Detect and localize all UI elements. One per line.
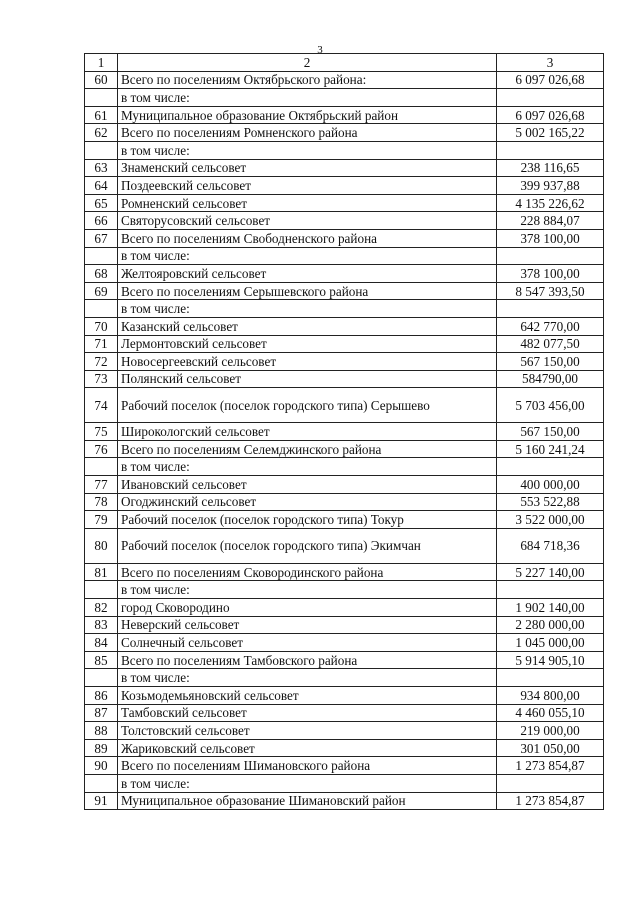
row-amount: [497, 141, 604, 159]
row-number: 70: [85, 317, 118, 335]
row-amount: 399 937,88: [497, 177, 604, 195]
row-name: Всего по поселениям Шимановского района: [118, 757, 497, 775]
row-number: [85, 669, 118, 687]
row-name: Козьмодемьяновский сельсовет: [118, 687, 497, 705]
row-amount: [497, 581, 604, 599]
row-amount: [497, 89, 604, 107]
row-amount: 1 045 000,00: [497, 634, 604, 652]
row-number: [85, 581, 118, 599]
row-name: Тамбовский сельсовет: [118, 704, 497, 722]
row-amount: 3 522 000,00: [497, 511, 604, 529]
row-name: Всего по поселениям Сковородинского района: [118, 563, 497, 581]
row-number: 81: [85, 563, 118, 581]
row-number: 68: [85, 265, 118, 283]
row-number: 91: [85, 792, 118, 810]
table-row: [85, 282, 604, 300]
table-row: [85, 177, 604, 195]
allocation-table: [84, 53, 604, 810]
table-row: [85, 792, 604, 810]
row-number: [85, 300, 118, 318]
row-amount: 4 135 226,62: [497, 194, 604, 212]
row-number: 65: [85, 194, 118, 212]
row-amount: 1 273 854,87: [497, 792, 604, 810]
row-name: в том числе:: [118, 89, 497, 107]
row-name: Лермонтовский сельсовет: [118, 335, 497, 353]
row-name: Муниципальное образование Октябрьский район: [118, 106, 497, 124]
row-amount: 5 227 140,00: [497, 563, 604, 581]
table-row: [85, 476, 604, 494]
row-number: 73: [85, 370, 118, 388]
row-amount: 4 460 055,10: [497, 704, 604, 722]
table-row: [85, 687, 604, 705]
table-row: [85, 528, 604, 563]
table-row: [85, 353, 604, 371]
header-col-amount: 3: [497, 54, 604, 72]
row-number: 69: [85, 282, 118, 300]
table-row: [85, 265, 604, 283]
row-name: Всего по поселениям Тамбовского района: [118, 651, 497, 669]
row-name: в том числе:: [118, 141, 497, 159]
row-number: 60: [85, 71, 118, 89]
row-amount: 5 002 165,22: [497, 124, 604, 142]
row-name: в том числе:: [118, 247, 497, 265]
table-row: [85, 370, 604, 388]
row-amount: 5 160 241,24: [497, 440, 604, 458]
table-row: [85, 194, 604, 212]
table-row: [85, 739, 604, 757]
table-row: [85, 616, 604, 634]
table-row: [85, 563, 604, 581]
row-amount: 378 100,00: [497, 265, 604, 283]
row-amount: 6 097 026,68: [497, 106, 604, 124]
row-name: в том числе:: [118, 458, 497, 476]
row-name: Солнечный сельсовет: [118, 634, 497, 652]
table-row: [85, 317, 604, 335]
row-number: 85: [85, 651, 118, 669]
row-name: Святорусовский сельсовет: [118, 212, 497, 230]
row-name: город Сковородино: [118, 599, 497, 617]
row-number: 67: [85, 229, 118, 247]
table-row: [85, 159, 604, 177]
table-row: [85, 300, 604, 318]
row-name: Рабочий поселок (поселок городского типа) Токур: [118, 511, 497, 529]
row-amount: 553 522,88: [497, 493, 604, 511]
row-name: Всего по поселениям Селемджинского района: [118, 440, 497, 458]
table-row: [85, 440, 604, 458]
table-row: [85, 774, 604, 792]
row-name: Ивановский сельсовет: [118, 476, 497, 494]
row-amount: 228 884,07: [497, 212, 604, 230]
table-row: [85, 388, 604, 423]
table-row: [85, 581, 604, 599]
row-amount: 1 902 140,00: [497, 599, 604, 617]
table-header-row: [85, 54, 604, 72]
row-number: 63: [85, 159, 118, 177]
row-number: 75: [85, 423, 118, 441]
row-number: [85, 247, 118, 265]
row-amount: [497, 458, 604, 476]
row-number: 80: [85, 528, 118, 563]
row-number: 86: [85, 687, 118, 705]
header-col-name: 2: [118, 54, 497, 72]
table-row: [85, 669, 604, 687]
row-amount: 301 050,00: [497, 739, 604, 757]
row-number: 66: [85, 212, 118, 230]
table-row: [85, 124, 604, 142]
row-number: 83: [85, 616, 118, 634]
table-row: [85, 651, 604, 669]
row-number: 76: [85, 440, 118, 458]
row-number: 78: [85, 493, 118, 511]
row-amount: 378 100,00: [497, 229, 604, 247]
row-name: Казанский сельсовет: [118, 317, 497, 335]
table-row: [85, 335, 604, 353]
row-amount: 400 000,00: [497, 476, 604, 494]
table-row: [85, 89, 604, 107]
table-row: [85, 141, 604, 159]
row-amount: [497, 300, 604, 318]
table-row: [85, 493, 604, 511]
header-col-number: 1: [85, 54, 118, 72]
row-amount: 5 703 456,00: [497, 388, 604, 423]
row-name: Рабочий поселок (поселок городского типа) Экимчан: [118, 528, 497, 563]
row-amount: 482 077,50: [497, 335, 604, 353]
row-name: в том числе:: [118, 300, 497, 318]
table-row: [85, 212, 604, 230]
row-name: Всего по поселениям Свободненского района: [118, 229, 497, 247]
row-number: 71: [85, 335, 118, 353]
row-amount: 567 150,00: [497, 423, 604, 441]
row-amount: 934 800,00: [497, 687, 604, 705]
row-amount: 1 273 854,87: [497, 757, 604, 775]
row-number: [85, 458, 118, 476]
row-number: 77: [85, 476, 118, 494]
row-number: [85, 141, 118, 159]
row-number: 79: [85, 511, 118, 529]
row-amount: 8 547 393,50: [497, 282, 604, 300]
row-name: Всего по поселениям Октябрьского района:: [118, 71, 497, 89]
row-name: Полянский сельсовет: [118, 370, 497, 388]
table-row: [85, 634, 604, 652]
table-row: [85, 247, 604, 265]
row-number: 90: [85, 757, 118, 775]
row-name: Огоджинский сельсовет: [118, 493, 497, 511]
row-amount: 642 770,00: [497, 317, 604, 335]
row-name: Желтояровский сельсовет: [118, 265, 497, 283]
row-number: [85, 774, 118, 792]
row-name: Жариковский сельсовет: [118, 739, 497, 757]
table-row: [85, 229, 604, 247]
row-name: Всего по поселениям Ромненского района: [118, 124, 497, 142]
row-name: Всего по поселениям Серышевского района: [118, 282, 497, 300]
row-name: Рабочий поселок (поселок городского типа) Серышево: [118, 388, 497, 423]
row-number: [85, 89, 118, 107]
row-name: Толстовский сельсовет: [118, 722, 497, 740]
row-number: 88: [85, 722, 118, 740]
row-name: в том числе:: [118, 774, 497, 792]
row-number: 72: [85, 353, 118, 371]
row-name: Поздеевский сельсовет: [118, 177, 497, 195]
row-amount: 219 000,00: [497, 722, 604, 740]
table-row: [85, 458, 604, 476]
table-row: [85, 423, 604, 441]
row-amount: 567 150,00: [497, 353, 604, 371]
table-row: [85, 704, 604, 722]
row-number: 84: [85, 634, 118, 652]
row-amount: 2 280 000,00: [497, 616, 604, 634]
row-amount: 684 718,36: [497, 528, 604, 563]
row-name: Новосергеевский сельсовет: [118, 353, 497, 371]
row-number: 82: [85, 599, 118, 617]
row-amount: [497, 669, 604, 687]
table-row: [85, 757, 604, 775]
row-name: Знаменский сельсовет: [118, 159, 497, 177]
row-number: 64: [85, 177, 118, 195]
row-name: в том числе:: [118, 669, 497, 687]
row-amount: [497, 774, 604, 792]
row-number: 62: [85, 124, 118, 142]
row-number: 87: [85, 704, 118, 722]
row-name: в том числе:: [118, 581, 497, 599]
table-row: [85, 71, 604, 89]
row-name: Муниципальное образование Шимановский район: [118, 792, 497, 810]
row-name: Широкологский сельсовет: [118, 423, 497, 441]
row-name: Неверский сельсовет: [118, 616, 497, 634]
row-number: 61: [85, 106, 118, 124]
row-name: Ромненский сельсовет: [118, 194, 497, 212]
table-body: [85, 71, 604, 810]
row-number: 74: [85, 388, 118, 423]
table-row: [85, 722, 604, 740]
page-number: 3: [317, 44, 323, 56]
row-amount: 584790,00: [497, 370, 604, 388]
row-amount: 238 116,65: [497, 159, 604, 177]
table-row: [85, 599, 604, 617]
row-amount: [497, 247, 604, 265]
table-row: [85, 106, 604, 124]
row-amount: 5 914 905,10: [497, 651, 604, 669]
table-row: [85, 511, 604, 529]
row-amount: 6 097 026,68: [497, 71, 604, 89]
row-number: 89: [85, 739, 118, 757]
